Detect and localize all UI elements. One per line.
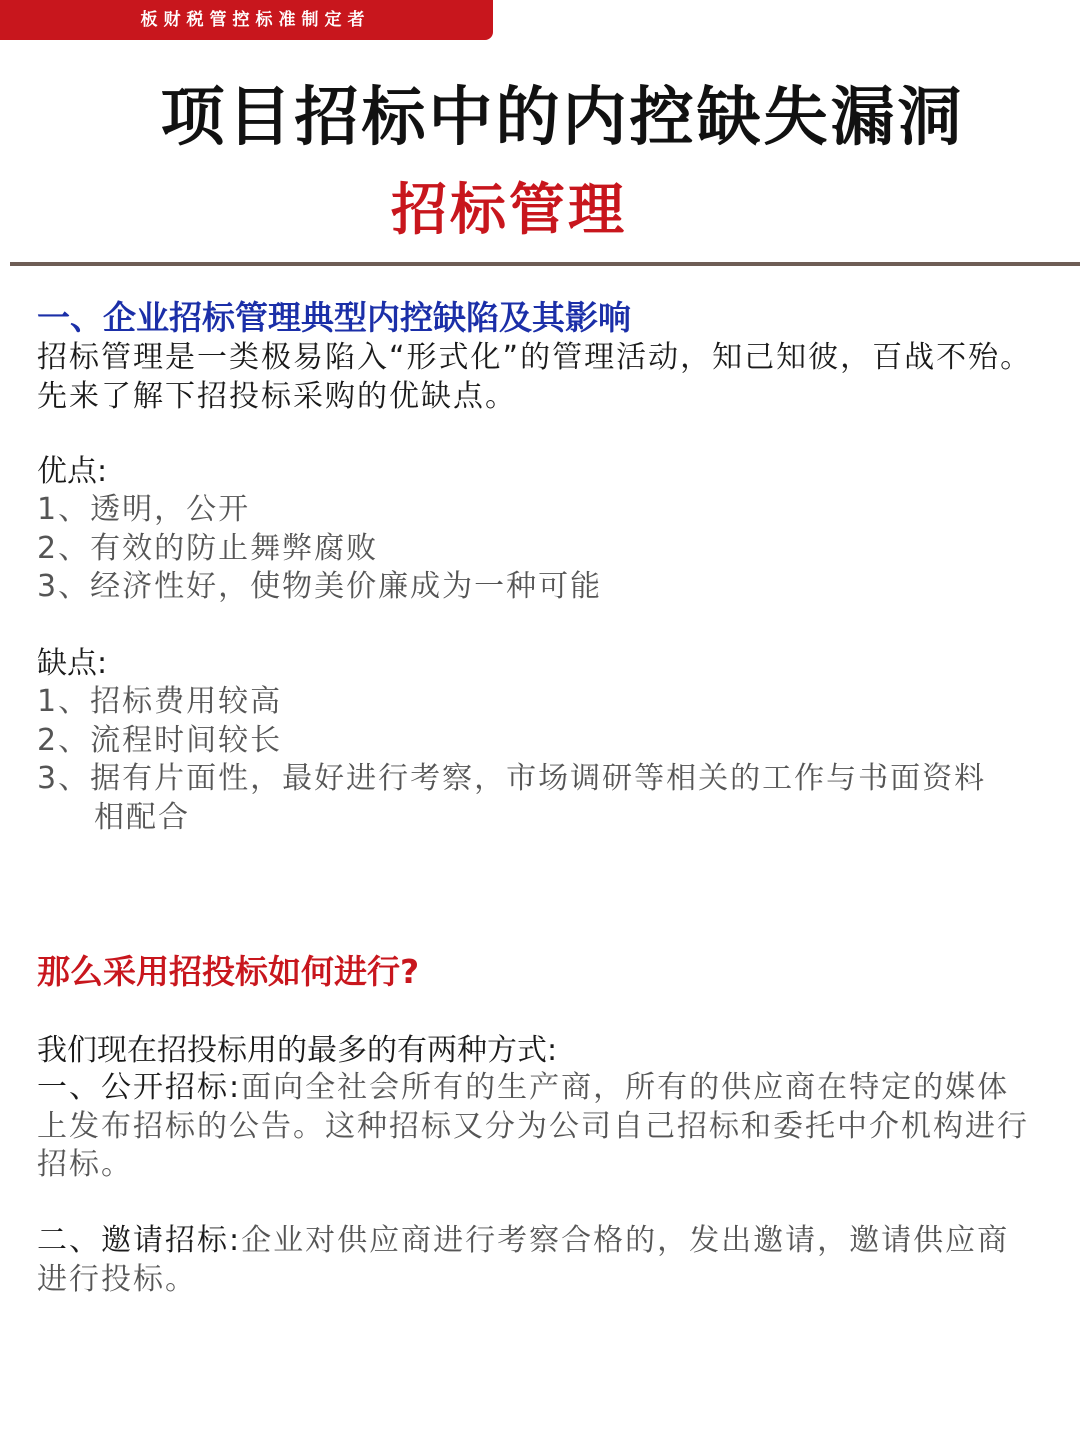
page-subtitle: 招标管理	[391, 178, 627, 243]
cons-list	[37, 683, 986, 837]
section-heading: 一、企业招标管理典型内控缺陷及其影响	[37, 298, 631, 337]
list-item: 1、透明，公开	[37, 492, 251, 527]
brand-tagline: 板财税管控标准制定者	[0, 0, 493, 40]
intro-paragraph: 招标管理是一类极易陷入“形式化”的管理活动，知己知彼，百战不殆。先来了解下招投标采购的优缺点。	[37, 340, 1033, 414]
method-term: 二、邀请招标:	[37, 1223, 242, 1258]
list-item: 1、招标费用较高	[37, 684, 283, 719]
method-description: 企业对供应商进行考察合格的，发出邀请，邀请供应商进行投标。	[37, 1223, 1010, 1297]
list-item: 3、经济性好，使物美价廉成为一种可能	[37, 569, 603, 604]
pros-label: 优点:	[37, 454, 108, 489]
list-item: 3、据有片面性，最好进行考察，市场调研等相关的工作与书面资料	[37, 761, 987, 796]
section-question: 那么采用招投标如何进行?	[37, 952, 420, 991]
pros-list	[37, 491, 602, 607]
method-open-tender	[37, 1069, 1037, 1185]
list-item: 2、有效的防止舞弊腐败	[37, 530, 379, 566]
page-title: 项目招标中的内控缺失漏洞	[160, 81, 965, 155]
method-term: 一、公开招标:	[37, 1070, 242, 1105]
method-invited-tender	[37, 1222, 1037, 1299]
list-item: 2、流程时间较长	[37, 722, 283, 758]
header-divider	[10, 262, 1080, 266]
list-item-continuation: 相配合	[94, 799, 190, 835]
cons-label: 缺点:	[37, 646, 108, 681]
method-description: 面向全社会所有的生产商，所有的供应商在特定的媒体上发布招标的公告。这种招标又分为公司自己招标和委托中介机构进行招标。	[37, 1070, 1029, 1182]
methods-intro: 我们现在招投标用的最多的有两种方式:	[37, 1033, 558, 1068]
